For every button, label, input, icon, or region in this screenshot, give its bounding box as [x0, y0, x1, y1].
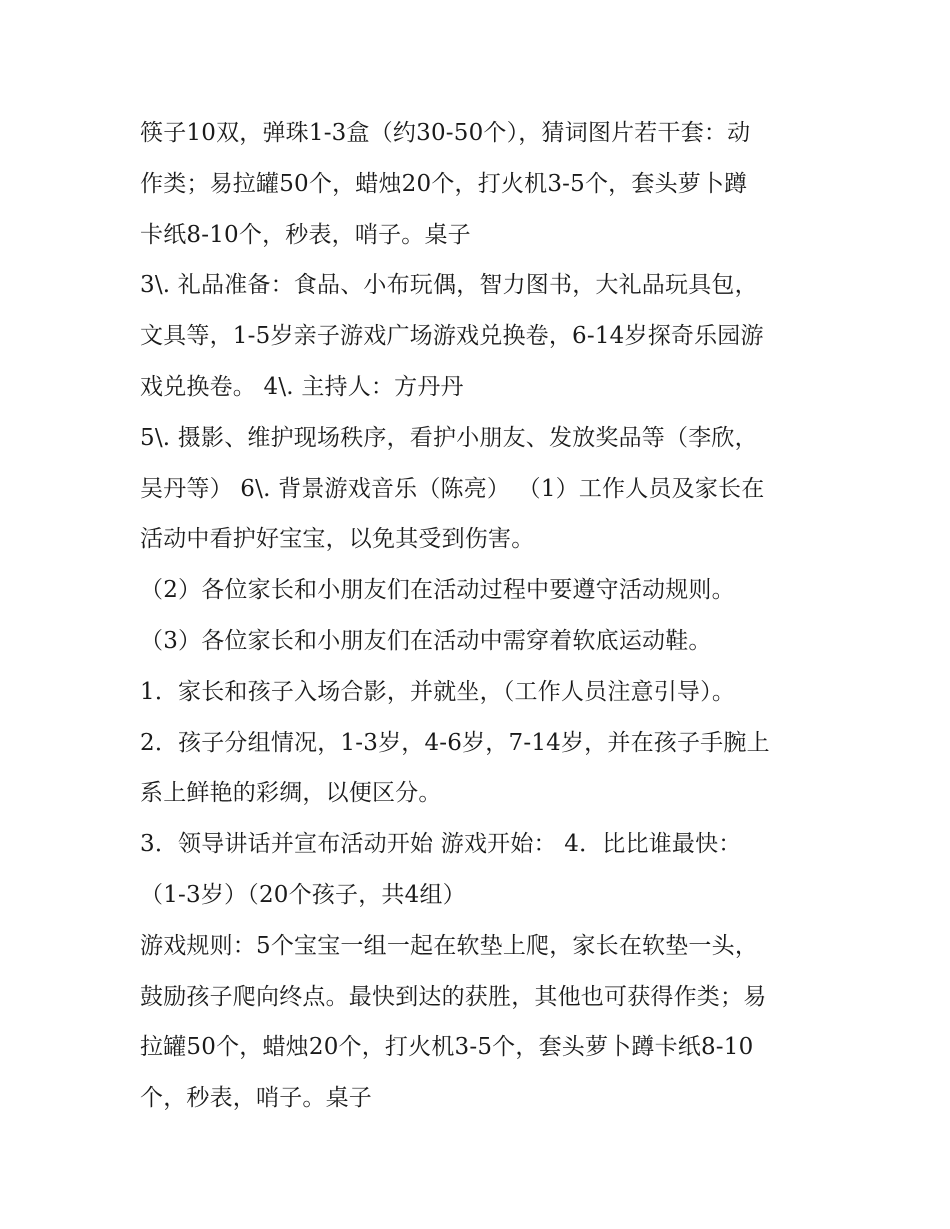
text-line: 文具等，1-5岁亲子游戏广场游戏兑换卷，6-14岁探奇乐园游 [140, 323, 764, 350]
text-line: 系上鲜艳的彩绸，以便区分。 [140, 780, 442, 807]
text-line: 5\. 摄影、维护现场秩序，看护小朋友、发放奖品等（李欣， [140, 424, 758, 451]
document-body-text [140, 108, 820, 1124]
text-line: （3）各位家长和小朋友们在活动中需穿着软底运动鞋。 [140, 627, 712, 654]
text-line: 吴丹等） 6\. 背景游戏音乐（陈亮） （1）工作人员及家长在 [140, 475, 765, 502]
text-line: 拉罐50个，蜡烛20个，打火机3-5个，套头萝卜蹲卡纸8-10 [140, 1034, 754, 1061]
text-line: 戏兑换卷。 4\. 主持人：方丹丹 [140, 373, 464, 400]
text-line: （2）各位家长和小朋友们在活动过程中要遵守活动规则。 [140, 577, 735, 604]
text-line: 游戏规则：5个宝宝一组一起在软垫上爬，家长在软垫一头， [140, 932, 759, 959]
text-line: 1．家长和孩子入场合影，并就坐，（工作人员注意引导）。 [140, 678, 736, 705]
text-line: 筷子10双，弹珠1-3盒（约30-50个），猜词图片若干套：动 [140, 120, 751, 146]
text-line: （1-3岁）（20个孩子，共4组） [140, 881, 466, 908]
text-line: 鼓励孩子爬向终点。最快到达的获胜，其他也可获得作类；易 [140, 983, 767, 1010]
text-line: 作类；易拉罐50个，蜡烛20个，打火机3-5个，套头萝卜蹲 [140, 170, 748, 197]
text-line: 2．孩子分组情况，1-3岁，4-6岁，7-14岁，并在孩子手腕上 [140, 729, 770, 756]
text-line: 卡纸8-10个，秒表，哨子。桌子 [140, 221, 471, 248]
text-line: 3．领导讲话并宣布活动开始 游戏开始： 4．比比谁最快： [140, 831, 742, 858]
text-line: 个，秒表，哨子。桌子 [140, 1085, 372, 1112]
text-line: 3\. 礼品准备：食品、小布玩偶，智力图书，大礼品玩具包， [140, 272, 758, 299]
text-line: 活动中看护好宝宝，以免其受到伤害。 [140, 526, 535, 553]
